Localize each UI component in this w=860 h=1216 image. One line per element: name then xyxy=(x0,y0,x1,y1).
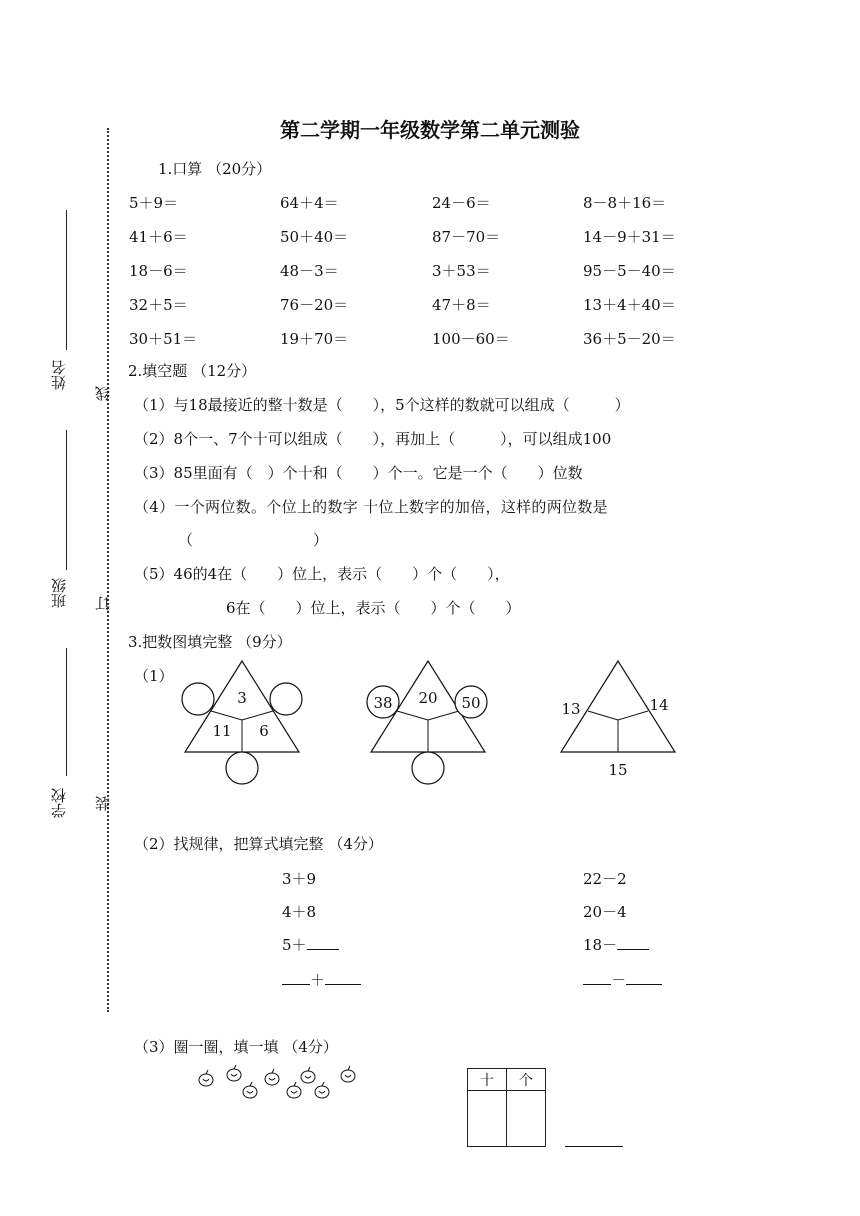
calc-item: 19＋70＝ xyxy=(280,330,349,348)
fig2-circle-right: 50 xyxy=(461,694,481,712)
calc-item: 50＋40＝ xyxy=(280,228,349,246)
pattern-expr xyxy=(282,868,316,889)
class-label: 班级 xyxy=(50,578,68,608)
fig1-left: 11 xyxy=(212,722,232,740)
calc-item: 100－60＝ xyxy=(432,330,510,348)
calc-item: 41＋6＝ xyxy=(129,228,188,246)
fill-q1: （1）与18最接近的整十数是（ ），5个这样的数就可以组成（ ） xyxy=(134,396,630,414)
figure-1 xyxy=(182,661,302,784)
calc-item: 24－6＝ xyxy=(432,194,491,212)
tens-cell[interactable] xyxy=(468,1091,507,1147)
operator: － xyxy=(611,971,627,989)
pattern-expr xyxy=(282,934,339,955)
pattern-expr-blank xyxy=(282,969,361,990)
fruit-icon xyxy=(265,1069,279,1085)
fig2-top: 20 xyxy=(418,689,438,707)
tens-header: 十 xyxy=(468,1069,507,1091)
fruit-icon xyxy=(243,1082,257,1098)
fill-q2: （2）8个一、7个十可以组成（ ），再加上（ ），可以组成100 xyxy=(134,430,612,448)
figure-3 xyxy=(561,661,675,779)
fruit-icon xyxy=(227,1065,241,1081)
answer-blank[interactable] xyxy=(282,970,310,985)
fill-q5-second: 6在（ ）位上，表示（ ）个（ ） xyxy=(226,599,521,617)
fig3-left: 13 xyxy=(561,700,581,718)
calc-item: 87－70＝ xyxy=(432,228,501,246)
calc-item: 30＋51＝ xyxy=(129,330,198,348)
calc-item: 13＋4＋40＝ xyxy=(583,296,676,314)
calc-item: 36＋5－20＝ xyxy=(583,330,676,348)
pattern-expr xyxy=(282,901,316,922)
calc-item: 48－3＝ xyxy=(280,262,339,280)
operator: ＋ xyxy=(310,971,326,989)
part3-heading: （3）圈一圈，填一填 （4分） xyxy=(134,1038,338,1056)
section1-heading: 1.口算 （20分） xyxy=(158,160,272,178)
calc-item: 8－8＋16＝ xyxy=(583,194,667,212)
fill-q4: （4）一个两位数。个位上的数字 十位上数字的加倍，这样的两位数是 xyxy=(134,498,608,516)
answer-blank[interactable] xyxy=(583,970,611,985)
calc-item: 14－9＋31＝ xyxy=(583,228,676,246)
pattern-expr xyxy=(583,934,649,955)
pattern-expr-text: 4＋8 xyxy=(282,903,317,921)
fig1-top: 3 xyxy=(237,689,247,707)
fruit-icon xyxy=(287,1082,301,1098)
section3-heading: 3.把数图填完整 （9分） xyxy=(128,633,292,651)
calc-item: 76－20＝ xyxy=(280,296,349,314)
part2-heading: （2）找规律，把算式填完整 （4分） xyxy=(134,835,383,853)
fig3-bottom: 15 xyxy=(608,761,628,779)
section2-heading: 2.填空题 （12分） xyxy=(128,362,257,380)
fruit-icon xyxy=(341,1066,355,1082)
fig1-right: 6 xyxy=(259,722,269,740)
place-value-table xyxy=(467,1068,546,1147)
calc-item: 5＋9＝ xyxy=(129,194,179,212)
fig2-circle-left: 38 xyxy=(373,694,393,712)
pattern-expr-text: 18－ xyxy=(583,936,618,954)
answer-blank[interactable] xyxy=(565,1146,623,1147)
pattern-expr xyxy=(583,868,627,889)
fruit-icon xyxy=(301,1067,315,1083)
pattern-expr-blank xyxy=(583,969,662,990)
calc-item: 47＋8＝ xyxy=(432,296,491,314)
pattern-expr-text: 5＋ xyxy=(282,936,307,954)
fig1-circle-left xyxy=(182,683,214,715)
pattern-expr-text: 22－2 xyxy=(583,870,627,888)
fill-q4-answer: （ ） xyxy=(178,531,329,549)
answer-blank[interactable] xyxy=(307,935,339,950)
fruit-icon xyxy=(315,1082,329,1098)
ding-label: 订 xyxy=(94,596,112,611)
pattern-expr-text: 3＋9 xyxy=(282,870,317,888)
xian-label: 线 xyxy=(94,386,112,401)
fig1-circle-bottom xyxy=(226,752,258,784)
fruit-icon xyxy=(199,1070,213,1086)
ones-header: 个 xyxy=(507,1069,546,1091)
calc-item: 95－5－40＝ xyxy=(583,262,676,280)
fill-q5: （5）46的4在（ ）位上，表示（ ）个（ ）， xyxy=(134,565,510,583)
school-label: 学校 xyxy=(50,788,68,818)
fill-q3: （3）85里面有（ ）个十和（ ）个一。它是一个（ ）位数 xyxy=(134,464,583,482)
calc-item: 18－6＝ xyxy=(129,262,188,280)
calc-item: 3＋53＝ xyxy=(432,262,491,280)
zhuang-label: 装 xyxy=(94,796,112,811)
answer-blank[interactable] xyxy=(325,970,361,985)
pattern-expr xyxy=(583,901,627,922)
answer-blank[interactable] xyxy=(617,935,649,950)
name-label: 姓名 xyxy=(50,360,68,390)
figure-2 xyxy=(367,661,487,784)
calc-item: 32＋5＝ xyxy=(129,296,188,314)
calc-item: 64＋4＝ xyxy=(280,194,339,212)
answer-blank[interactable] xyxy=(626,970,662,985)
fig3-right: 14 xyxy=(649,696,669,714)
part1-label: （1） xyxy=(134,667,174,685)
pattern-expr-text: 20－4 xyxy=(583,903,627,921)
fig2-circle-bottom xyxy=(412,752,444,784)
page-title: 第二学期一年级数学第二单元测验 xyxy=(280,118,580,142)
ones-cell[interactable] xyxy=(507,1091,546,1147)
fruit-drawings xyxy=(190,1064,370,1104)
fig1-circle-right xyxy=(270,683,302,715)
